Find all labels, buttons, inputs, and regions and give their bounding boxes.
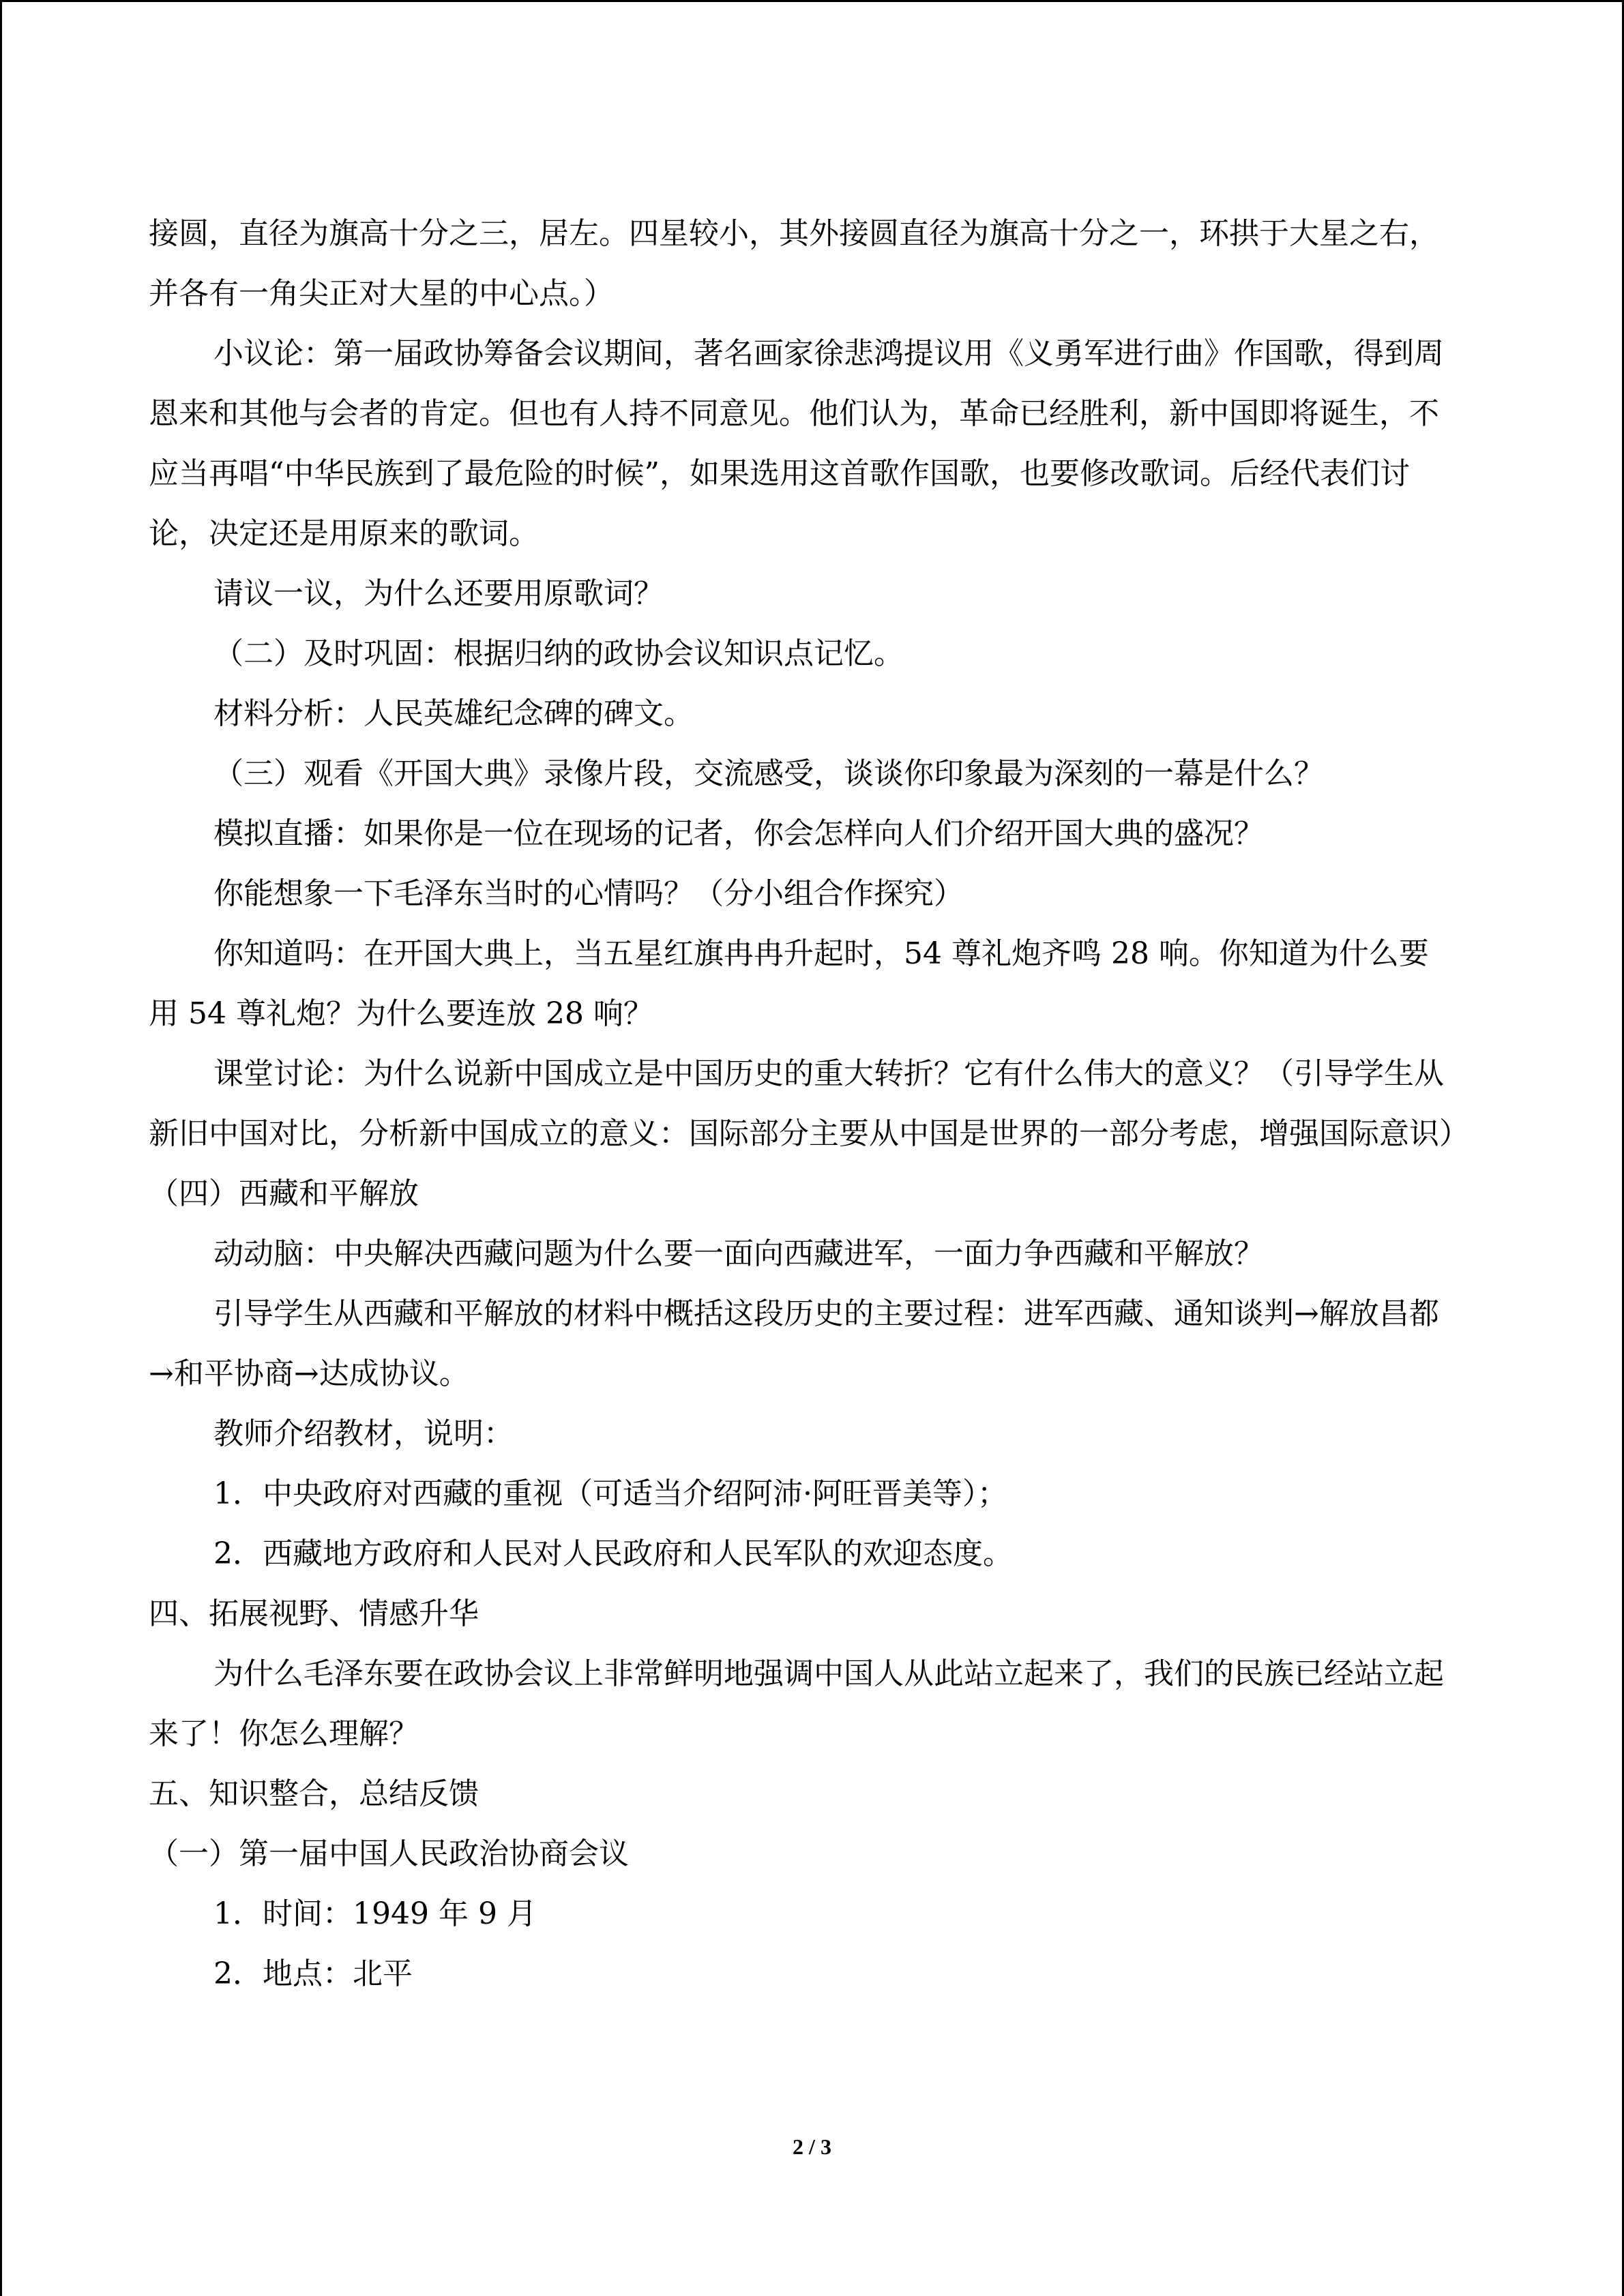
- list-item-2: 2．西藏地方政府和人民对人民政府和人民军队的欢迎态度。: [213, 1536, 1013, 1571]
- paragraph-founding-ceremony-video: （三）观看《开国大典》录像片段，交流感受，谈谈你印象最为深刻的一幕是什么？: [213, 756, 1324, 791]
- list-item-place: 2．地点：北平: [213, 1956, 413, 1991]
- paragraph-material-analysis: 材料分析：人民英雄纪念碑的碑文。: [213, 696, 694, 731]
- paragraph-class-discussion: 课堂讨论：为什么说新中国成立是中国历史的重大转折？它有什么伟大的意义？（引导学生从新旧中国对比，分析新中国成立的意义：国际部分主要从中国是世界的一部分考虑，增强国际意识）: [149, 1056, 1469, 1151]
- list-item-time: 1．时间：1949 年 9 月: [213, 1896, 537, 1931]
- paragraph-question-lyrics: 请议一议，为什么还要用原歌词？: [213, 576, 664, 611]
- paragraph-guide-students: 引导学生从西藏和平解放的材料中概括这段历史的主要过程：进军西藏、通知谈判→解放昌都→和平协商→达成协议。: [149, 1296, 1439, 1391]
- paragraph-anthem-discussion: 小议论：第一届政协筹备会议期间，著名画家徐悲鸿提议用《义勇军进行曲》作国歌，得到周恩来和其他与会者的肯定。但也有人持不同意见。他们认为，革命已经胜利，新中国即将诞生，不应当再唱“中华民族到了最危险的时候”，如果选用这首歌作国歌，也要修改歌词。后经代表们讨论，决定还是用原来的歌词。: [149, 336, 1444, 551]
- paragraph-teacher-intro: 教师介绍教材，说明：: [213, 1416, 514, 1451]
- subsection-cppcc: （一）第一届中国人民政治协商会议: [149, 1836, 629, 1871]
- section-heading-4: 四、拓展视野、情感升华: [149, 1596, 479, 1631]
- paragraph-stand-up: 为什么毛泽东要在政协会议上非常鲜明地强调中国人从此站立起来了，我们的民族已经站立起来了！你怎么理解？: [149, 1656, 1444, 1751]
- paragraph-did-you-know: 你知道吗：在开国大典上，当五星红旗冉冉升起时，54 尊礼炮齐鸣 28 响。你知道为什么要用 54 尊礼炮？为什么要连放 28 响？: [149, 936, 1429, 1031]
- paragraph-brainstorm: 动动脑：中央解决西藏问题为什么要一面向西藏进军，一面力争西藏和平解放？: [213, 1236, 1264, 1271]
- page-number: 2 / 3: [793, 2134, 831, 2159]
- paragraph-flag-description: 接圆，直径为旗高十分之三，居左。四星较小，其外接圆直径为旗高十分之一，环拱于大星之右，并各有一角尖正对大星的中心点。）: [149, 216, 1439, 311]
- page-border-left: [0, 0, 2, 2296]
- paragraph-imagine-mood: 你能想象一下毛泽东当时的心情吗？（分小组合作探究）: [213, 876, 964, 911]
- list-item-1: 1．中央政府对西藏的重视（可适当介绍阿沛·阿旺晋美等）；: [213, 1476, 1007, 1511]
- paragraph-consolidation: （二）及时巩固：根据归纳的政协会议知识点记忆。: [213, 636, 904, 671]
- page-border-top: [0, 0, 1624, 2]
- document-body: [149, 204, 1469, 2004]
- section-heading-5: 五、知识整合，总结反馈: [149, 1776, 479, 1811]
- paragraph-simulated-broadcast: 模拟直播：如果你是一位在现场的记者，你会怎样向人们介绍开国大典的盛况？: [213, 816, 1264, 851]
- section-heading-tibet: （四）西藏和平解放: [149, 1176, 419, 1211]
